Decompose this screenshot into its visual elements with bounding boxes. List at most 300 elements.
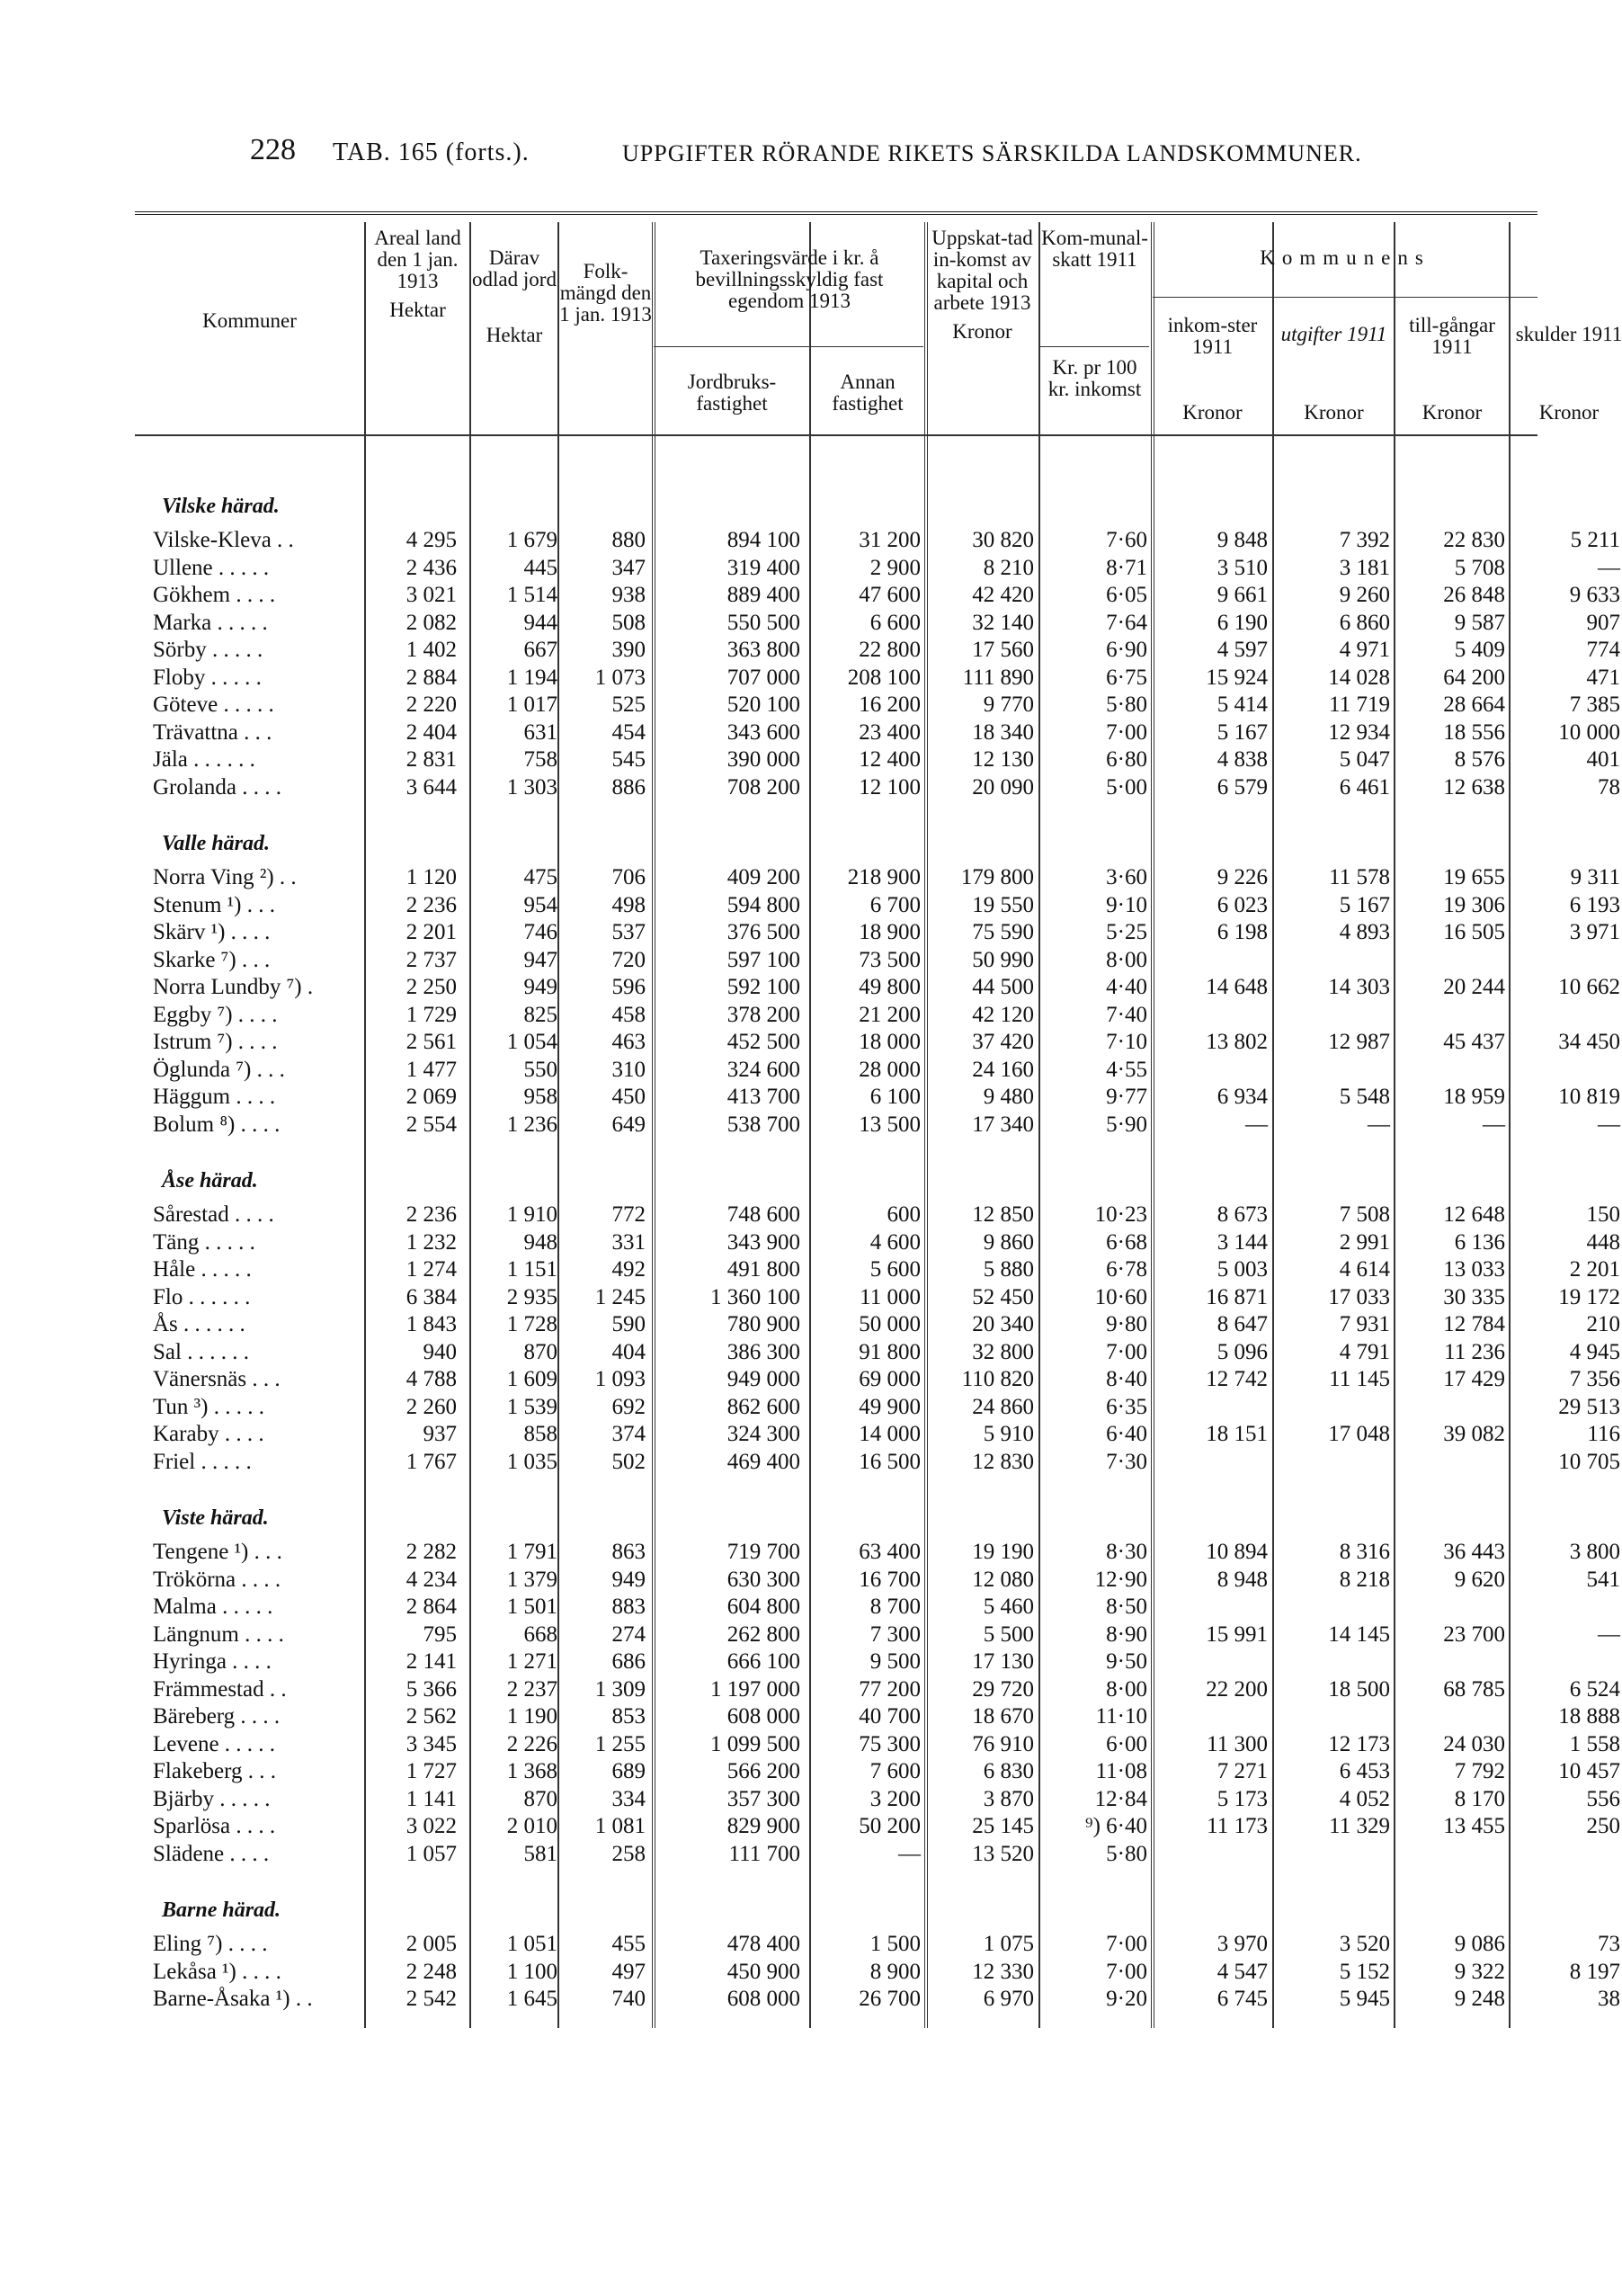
municipality-name: Vilske-Kleva . . — [153, 528, 294, 552]
table-cell: 6 579 — [1216, 774, 1268, 800]
table-cell: 8·50 — [1106, 1595, 1147, 1619]
table-cell: 1 303 — [506, 774, 557, 800]
table-row — [135, 1284, 1620, 1313]
table-cell: 3 345 — [406, 1731, 457, 1756]
table-cell: 1 309 — [594, 1676, 646, 1702]
table-row — [135, 555, 1620, 584]
table-row — [135, 1422, 1620, 1450]
table-cell: 608 000 — [726, 1987, 800, 2011]
table-cell: 6 100 — [869, 1085, 921, 1109]
municipality-name: Skärv ¹) . . . . — [153, 920, 271, 944]
table-cell: 3 510 — [1216, 555, 1268, 580]
table-cell: 550 500 — [726, 610, 800, 635]
municipality-name: Eling ⁷) . . . . — [153, 1932, 268, 1956]
table-cell: 958 — [523, 1085, 557, 1109]
table-cell: 2 069 — [406, 1085, 457, 1109]
table-cell: — — [1598, 555, 1620, 580]
table-cell: 23 700 — [1443, 1621, 1505, 1647]
table-cell: 719 700 — [726, 1540, 800, 1564]
header-tillgangar: till-gångar 1911 — [1409, 314, 1495, 358]
table-cell: 11 329 — [1329, 1814, 1390, 1838]
header-areal-unit: Hektar — [389, 299, 446, 321]
table-cell: 2 226 — [506, 1731, 557, 1756]
table-cell: 12 850 — [972, 1202, 1034, 1227]
table-cell: 11 300 — [1207, 1731, 1268, 1756]
district-heading — [135, 1477, 1537, 1540]
table-cell: 949 — [523, 975, 557, 999]
header-taxering: Taxeringsvärde i kr. å bevillningsskyldig fast egendom 1913 — [695, 246, 884, 312]
municipality-name: Ullene . . . . . — [153, 555, 270, 580]
municipality-name: Täng . . . . . — [153, 1229, 255, 1255]
table-cell: 1 245 — [594, 1284, 646, 1309]
table-cell: 16 200 — [859, 692, 921, 717]
table-cell: 343 600 — [726, 719, 800, 745]
table-cell: 1 151 — [506, 1257, 557, 1282]
table-cell: 6·05 — [1106, 583, 1147, 607]
table-cell: 566 200 — [726, 1759, 800, 1783]
table-cell: 9 661 — [1216, 583, 1268, 607]
table-cell: 19 306 — [1443, 892, 1505, 917]
table-row — [135, 583, 1620, 611]
table-cell: 14 648 — [1206, 975, 1268, 999]
table-cell: 5 096 — [1216, 1339, 1268, 1364]
table-cell: 1 767 — [406, 1449, 457, 1474]
table-cell: 1 093 — [594, 1367, 646, 1391]
table-cell: 2 082 — [406, 610, 457, 635]
table-cell: 463 — [611, 1030, 646, 1054]
table-cell: 1 514 — [506, 583, 557, 607]
table-cell: 7 931 — [1339, 1312, 1390, 1336]
table-cell: 2 201 — [406, 920, 457, 944]
table-cell: 2 260 — [406, 1394, 457, 1419]
table-cell: 6 023 — [1216, 892, 1268, 917]
table-cell: 707 000 — [726, 665, 800, 690]
table-row — [135, 1731, 1620, 1760]
table-cell: 8 900 — [869, 1959, 921, 1984]
table-cell: 1 360 100 — [710, 1284, 800, 1309]
table-cell: 401 — [1586, 747, 1620, 772]
table-body — [135, 465, 1620, 2015]
table-cell: 740 — [611, 1987, 646, 2011]
table-cell: 8 210 — [983, 555, 1034, 580]
table-cell: 15 924 — [1206, 665, 1268, 690]
table-cell: — — [1245, 1112, 1268, 1137]
table-cell: 5 708 — [1454, 555, 1505, 580]
table-cell: 20 090 — [972, 774, 1034, 800]
table-cell: 9 248 — [1454, 1987, 1505, 2011]
table-cell: 7 392 — [1339, 528, 1390, 552]
table-row — [135, 1842, 1537, 1870]
table-cell: 13 520 — [972, 1841, 1034, 1866]
table-cell: 324 600 — [726, 1057, 800, 1082]
table-cell: 10·23 — [1094, 1202, 1147, 1227]
table-cell: 10 000 — [1558, 719, 1620, 745]
table-cell: 1 035 — [506, 1449, 557, 1474]
table-cell: 1 197 000 — [710, 1676, 800, 1702]
table-cell: 10 662 — [1558, 975, 1620, 999]
table-cell: 12 987 — [1328, 1030, 1390, 1054]
table-cell: 13 455 — [1443, 1814, 1505, 1838]
table-cell: 3 800 — [1569, 1540, 1620, 1564]
table-cell: 21 200 — [859, 1002, 921, 1027]
table-cell: 5·80 — [1106, 692, 1147, 717]
table-cell: 5 211 — [1570, 528, 1620, 552]
table-cell: 581 — [523, 1841, 557, 1866]
table-row — [135, 1394, 1620, 1423]
table-row — [135, 1649, 1537, 1677]
table-cell: 880 — [611, 528, 646, 552]
table-cell: 2 236 — [406, 1202, 457, 1227]
table-cell: 334 — [611, 1786, 646, 1811]
table-cell: 1 232 — [406, 1229, 457, 1255]
table-cell: 2 404 — [406, 719, 457, 745]
subheader-rule — [1040, 346, 1149, 347]
table-cell: 870 — [523, 1339, 557, 1364]
table-cell: 774 — [1586, 638, 1620, 662]
table-cell: 7 508 — [1339, 1202, 1390, 1227]
table-cell: 78 — [1598, 774, 1620, 800]
table-cell: 12 400 — [859, 747, 921, 772]
table-cell: 5 945 — [1339, 1987, 1390, 2011]
table-cell: 1 017 — [506, 692, 557, 717]
table-cell: 907 — [1586, 610, 1620, 635]
table-cell: 75 300 — [859, 1731, 921, 1756]
municipality-name: Barne-Åsaka ¹) . . — [153, 1987, 313, 2011]
table-cell: 76 910 — [972, 1731, 1034, 1756]
table-cell: 17 130 — [972, 1649, 1034, 1674]
table-row — [135, 1112, 1620, 1140]
table-cell: 52 450 — [972, 1284, 1034, 1309]
table-cell: 50 990 — [972, 947, 1034, 972]
table-cell: 44 500 — [972, 975, 1034, 999]
table-cell: 63 400 — [859, 1540, 921, 1564]
table-cell: 17 429 — [1443, 1367, 1505, 1391]
table-row — [135, 1786, 1620, 1815]
table-cell: 1 727 — [406, 1759, 457, 1783]
table-cell: 34 450 — [1558, 1030, 1620, 1054]
header-kronor: Kronor — [1304, 401, 1364, 424]
table-cell: 458 — [611, 1002, 646, 1027]
table-cell: 9 322 — [1454, 1959, 1505, 1984]
table-cell: 50 000 — [859, 1312, 921, 1336]
table-cell: 475 — [523, 865, 557, 889]
table-cell: 363 800 — [726, 638, 800, 662]
municipality-name: Skarke ⁷) . . . — [153, 947, 271, 972]
table-cell: 772 — [611, 1202, 646, 1227]
table-cell: 18 340 — [972, 719, 1034, 745]
table-cell: 1 075 — [983, 1932, 1034, 1956]
table-cell: 630 300 — [726, 1567, 800, 1592]
table-cell: 6 860 — [1339, 610, 1390, 635]
table-cell: 45 437 — [1443, 1030, 1505, 1054]
table-row — [135, 1987, 1620, 2015]
table-cell: 1 843 — [406, 1312, 457, 1336]
municipality-name: Längnum . . . . — [153, 1621, 284, 1647]
table-cell: 947 — [523, 947, 557, 972]
table-cell: 954 — [523, 892, 557, 917]
table-cell: 597 100 — [726, 947, 800, 972]
table-cell: 3 870 — [983, 1786, 1034, 1811]
municipality-name: Flakeberg . . . — [153, 1759, 277, 1783]
table-cell: 12 330 — [972, 1959, 1034, 1984]
table-cell: 11 173 — [1207, 1814, 1268, 1838]
table-cell: 250 — [1586, 1814, 1620, 1838]
table-cell: 5 548 — [1339, 1085, 1390, 1109]
table-cell: 1 477 — [406, 1057, 457, 1082]
table-cell: 5 414 — [1216, 692, 1268, 717]
table-cell: 1 141 — [406, 1786, 457, 1811]
district-heading — [135, 465, 1537, 528]
municipality-name: Bäreberg . . . . — [153, 1704, 281, 1729]
table-cell: 409 200 — [726, 865, 800, 889]
table-cell: 5 167 — [1216, 719, 1268, 745]
table-cell: 73 500 — [859, 947, 921, 972]
table-cell: 376 500 — [726, 920, 800, 944]
header-kronor: Kronor — [1421, 401, 1483, 424]
table-cell: 37 420 — [972, 1030, 1034, 1054]
table-cell: 6·40 — [1106, 1422, 1147, 1446]
table-row — [135, 665, 1620, 693]
table-cell: 14 303 — [1328, 975, 1390, 999]
subheader-rule — [1153, 297, 1537, 298]
table-cell: 9·20 — [1106, 1987, 1147, 2011]
table-cell: 1 501 — [506, 1595, 557, 1619]
header-kronor: Kronor — [1538, 401, 1600, 424]
table-cell: 883 — [611, 1595, 646, 1619]
municipality-name: Malma . . . . . — [153, 1595, 273, 1619]
table-cell: 3 022 — [406, 1814, 457, 1838]
table-cell: 11·08 — [1095, 1759, 1147, 1783]
table-cell: 6·00 — [1106, 1731, 1147, 1756]
table-cell: 2 220 — [406, 692, 457, 717]
table-cell: 9 311 — [1570, 865, 1620, 889]
table-cell: 9 480 — [983, 1085, 1034, 1109]
table-cell: 1 729 — [406, 1002, 457, 1027]
table-cell: 5 047 — [1339, 747, 1390, 772]
table-cell: 5 167 — [1339, 892, 1390, 917]
table-cell: 2 250 — [406, 975, 457, 999]
table-cell: 7·40 — [1106, 1002, 1147, 1027]
table-cell: 6 136 — [1454, 1229, 1505, 1255]
table-cell: 28 000 — [859, 1057, 921, 1082]
municipality-name: Vänersnäs . . . — [153, 1367, 281, 1391]
table-cell: 450 900 — [726, 1959, 800, 1984]
table-cell: 940 — [423, 1339, 457, 1364]
district-heading — [135, 1139, 1537, 1202]
table-row — [135, 1676, 1620, 1705]
table-cell: 210 — [1586, 1312, 1620, 1336]
table-cell: 692 — [611, 1394, 646, 1419]
table-cell: 12·90 — [1094, 1567, 1147, 1592]
table-cell: 7 792 — [1454, 1759, 1505, 1783]
table-row — [135, 1759, 1620, 1787]
table-cell: 18 900 — [859, 920, 921, 944]
table-cell: 11·10 — [1095, 1704, 1147, 1729]
table-cell: 863 — [611, 1540, 646, 1564]
header-uppskattad-unit: Kronor — [952, 320, 1012, 343]
table-cell: 862 600 — [726, 1394, 800, 1419]
table-cell: 12 638 — [1443, 774, 1505, 800]
table-cell: 1 051 — [506, 1932, 557, 1956]
table-cell: — — [898, 1841, 921, 1866]
header-kronor: Kronor — [1182, 401, 1243, 424]
table-row — [135, 1058, 1537, 1085]
table-cell: 20 340 — [972, 1312, 1034, 1336]
table-cell: 1 558 — [1569, 1731, 1620, 1756]
table-cell: ⁹) 6·40 — [1084, 1814, 1147, 1838]
table-row — [135, 1312, 1620, 1340]
table-cell: 8·71 — [1106, 555, 1147, 580]
table-cell: 8 673 — [1216, 1202, 1268, 1227]
district-heading — [135, 802, 1537, 865]
table-cell: 42 420 — [972, 583, 1034, 607]
district-heading — [135, 1869, 1537, 1932]
municipality-name: Tun ³) . . . . . — [153, 1394, 264, 1419]
table-cell: 324 300 — [726, 1422, 800, 1446]
municipality-name: Håle . . . . . — [153, 1257, 252, 1282]
table-row — [135, 610, 1620, 639]
table-cell: 1 274 — [406, 1257, 457, 1282]
table-row — [135, 1814, 1620, 1842]
municipality-name: Marka . . . . . — [153, 610, 268, 635]
table-cell: 1 791 — [506, 1540, 557, 1564]
table-cell: 7 271 — [1216, 1759, 1268, 1783]
municipality-name: Bjärby . . . . . — [153, 1786, 271, 1811]
table-cell: 491 800 — [726, 1257, 800, 1282]
table-cell: 600 — [887, 1202, 921, 1227]
table-cell: 6·78 — [1106, 1257, 1147, 1282]
table-cell: 3 021 — [406, 583, 457, 607]
table-cell: 8·40 — [1106, 1367, 1147, 1391]
municipality-name: Öglunda ⁷) . . . — [153, 1057, 285, 1082]
table-cell: 758 — [523, 747, 557, 772]
table-cell: — — [1598, 1621, 1620, 1647]
table-cell: 6 524 — [1569, 1676, 1620, 1702]
table-cell: 10 819 — [1558, 1085, 1620, 1109]
table-cell: 4 614 — [1339, 1257, 1390, 1282]
table-cell: 894 100 — [726, 528, 800, 552]
table-cell: 556 — [1586, 1786, 1620, 1811]
table-cell: 471 — [1586, 665, 1620, 690]
header-inkomster: inkom-ster 1911 — [1167, 314, 1258, 358]
municipality-name: Lekåsa ¹) . . . . — [153, 1959, 281, 1984]
header-odlad-unit: Hektar — [486, 324, 543, 346]
table-cell: 8 170 — [1454, 1786, 1505, 1811]
table-cell: 2 010 — [506, 1814, 557, 1838]
table-cell: 748 600 — [726, 1202, 800, 1227]
table-cell: 4 052 — [1339, 1786, 1390, 1811]
table-cell: — — [1368, 1112, 1390, 1137]
table-cell: 23 400 — [859, 719, 921, 745]
table-cell: 116 — [1587, 1422, 1620, 1446]
table-cell: 17 033 — [1328, 1284, 1390, 1309]
table-cell: 30 335 — [1443, 1284, 1505, 1309]
table-cell: 5 409 — [1454, 638, 1505, 662]
municipality-name: Friel . . . . . — [153, 1449, 252, 1474]
table-cell: 7·30 — [1106, 1449, 1147, 1474]
table-cell: 795 — [423, 1621, 457, 1647]
table-cell: 8·90 — [1106, 1621, 1147, 1647]
table-cell: 22 200 — [1206, 1676, 1268, 1702]
table-cell: 17 048 — [1328, 1422, 1390, 1446]
table-cell: 14 028 — [1328, 665, 1390, 690]
table-cell: 18 000 — [859, 1030, 921, 1054]
table-cell: 2 542 — [406, 1987, 457, 2011]
table-cell: 374 — [611, 1422, 646, 1446]
table-cell: 91 800 — [859, 1339, 921, 1364]
table-cell: 746 — [523, 920, 557, 944]
table-cell: 38 — [1598, 1987, 1620, 2011]
table-cell: 1 679 — [506, 528, 557, 552]
table-cell: 780 900 — [726, 1312, 800, 1336]
table-cell: 331 — [611, 1229, 646, 1255]
table-cell: 22 830 — [1443, 528, 1505, 552]
table-cell: 5 173 — [1216, 1786, 1268, 1811]
table-cell: 6 190 — [1216, 610, 1268, 635]
table-cell: 6 700 — [869, 892, 921, 917]
table-cell: 274 — [611, 1621, 646, 1647]
table-cell: 50 200 — [859, 1814, 921, 1838]
table-cell: 1 500 — [869, 1932, 921, 1956]
municipality-name: Gökhem . . . . — [153, 583, 276, 607]
municipality-name: Göteve . . . . . — [153, 692, 274, 717]
table-cell: 7 385 — [1569, 692, 1620, 717]
table-cell: 1 255 — [594, 1731, 646, 1756]
table-cell: 19 655 — [1443, 865, 1505, 889]
table-cell: 22 800 — [859, 638, 921, 662]
table-cell: 13 033 — [1443, 1257, 1505, 1282]
table-cell: 10 894 — [1206, 1540, 1268, 1564]
table-cell: 7·10 — [1106, 1030, 1147, 1054]
table-row — [135, 948, 1537, 976]
table-cell: 31 200 — [859, 528, 921, 552]
table-cell: 8 647 — [1216, 1312, 1268, 1336]
table-row — [135, 692, 1620, 720]
table-cell: 6 384 — [406, 1284, 457, 1309]
table-cell: 9 500 — [869, 1649, 921, 1674]
table-row — [135, 1621, 1620, 1650]
table-cell: 7 356 — [1569, 1367, 1620, 1391]
page-title: UPPGIFTER RÖRANDE RIKETS SÄRSKILDA LANDSKOMMUNER. — [622, 140, 1362, 166]
table-cell: 6·75 — [1106, 665, 1147, 690]
header-kommunalskatt: Kom-munal-skatt 1911 — [1041, 227, 1148, 271]
municipality-name: Floby . . . . . — [153, 665, 262, 690]
table-cell: 1 236 — [506, 1112, 557, 1137]
header-rule — [135, 434, 1537, 436]
table-cell: 9 587 — [1454, 610, 1505, 635]
table-cell: 13 500 — [859, 1112, 921, 1137]
municipality-name: Karaby . . . . — [153, 1422, 264, 1446]
table-cell: 19 172 — [1558, 1284, 1620, 1309]
table-cell: 7·64 — [1106, 610, 1147, 635]
table-cell: 39 082 — [1443, 1422, 1505, 1446]
table-cell: 110 820 — [961, 1367, 1034, 1391]
table-cell: 18 500 — [1328, 1676, 1390, 1702]
table-cell: 452 500 — [726, 1030, 800, 1054]
table-cell: 390 — [611, 638, 646, 662]
table-cell: 3 181 — [1339, 555, 1390, 580]
table-row — [135, 1202, 1620, 1230]
table-cell: 3 520 — [1339, 1932, 1390, 1956]
table-cell: 3 144 — [1216, 1229, 1268, 1255]
table-cell: 12 934 — [1328, 719, 1390, 745]
table-cell: 498 — [611, 892, 646, 917]
municipality-name: Sal . . . . . . — [153, 1339, 249, 1364]
table-cell: 1 368 — [506, 1759, 557, 1783]
table-cell: 10 705 — [1558, 1449, 1620, 1474]
table-cell: 550 — [523, 1057, 557, 1082]
table-cell: 1 099 500 — [710, 1731, 800, 1756]
